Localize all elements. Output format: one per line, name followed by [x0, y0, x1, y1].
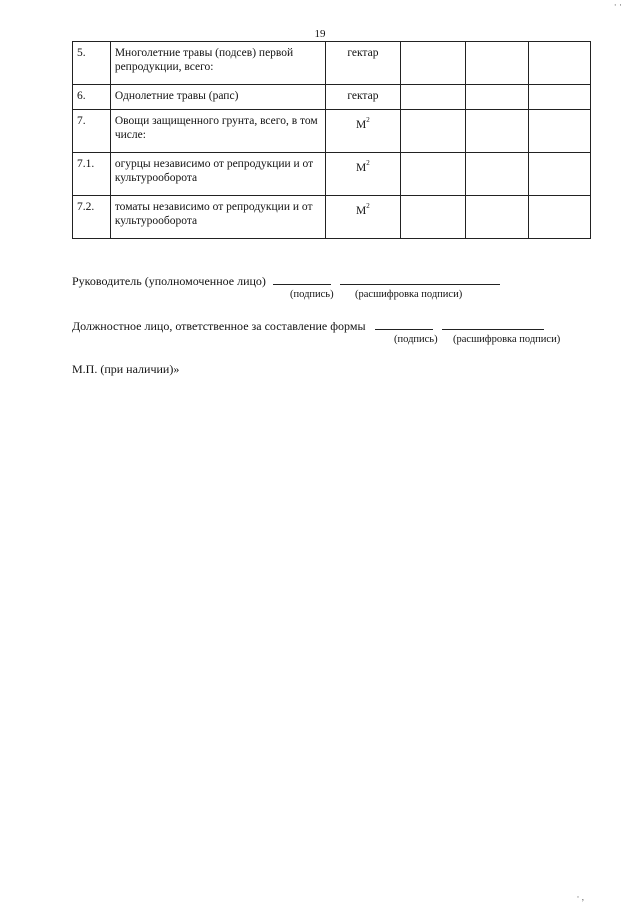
value-cell[interactable] — [465, 110, 528, 153]
scan-mark-top: · · — [613, 0, 622, 10]
value-cell[interactable] — [529, 153, 591, 196]
row-number: 6. — [73, 85, 111, 110]
head-decode-line[interactable] — [340, 273, 500, 285]
table-row — [73, 153, 591, 196]
row-name: огурцы независимо от репродукции и от культурооборота — [110, 153, 325, 196]
value-cell[interactable] — [529, 110, 591, 153]
page-number: 19 — [314, 28, 326, 40]
row-name: Овощи защищенного грунта, всего, в том числе: — [110, 110, 325, 153]
official-decode-caption: (расшифровка подписи) — [453, 334, 561, 345]
value-cell[interactable] — [529, 42, 591, 85]
row-number: 7.2. — [73, 196, 111, 239]
row-number: 5. — [73, 42, 111, 85]
value-cell[interactable] — [400, 196, 465, 239]
crops-table — [72, 41, 591, 239]
head-signature-row — [72, 273, 500, 289]
head-signature-line[interactable] — [273, 273, 331, 285]
value-cell[interactable] — [465, 153, 528, 196]
row-name: Однолетние травы (рапс) — [110, 85, 325, 110]
value-cell[interactable] — [465, 196, 528, 239]
value-cell[interactable] — [529, 85, 591, 110]
unit-superscript: 2 — [366, 116, 370, 124]
table-row — [73, 42, 591, 85]
table-row — [73, 196, 591, 239]
unit-superscript: 2 — [366, 202, 370, 210]
table-row — [73, 85, 591, 110]
row-name: томаты независимо от репродукции и от культурооборота — [110, 196, 325, 239]
row-unit — [326, 153, 400, 196]
value-cell[interactable] — [465, 85, 528, 110]
official-sign-caption: (подпись) — [394, 334, 438, 345]
unit-base: М — [356, 204, 367, 217]
value-cell[interactable] — [465, 42, 528, 85]
head-decode-caption: (расшифровка подписи) — [355, 289, 463, 300]
official-decode-line[interactable] — [442, 318, 544, 330]
row-unit: гектар — [326, 85, 400, 110]
row-unit: гектар — [326, 42, 400, 85]
scan-mark-bottom: · , — [576, 892, 584, 902]
row-number: 7. — [73, 110, 111, 153]
row-unit — [326, 110, 400, 153]
unit-base: М — [356, 161, 367, 174]
row-name: Многолетние травы (подсев) первой репродукции, всего: — [110, 42, 325, 85]
stamp-label: М.П. (при наличии)» — [72, 362, 180, 376]
unit-superscript: 2 — [366, 159, 370, 167]
value-cell[interactable] — [400, 42, 465, 85]
value-cell[interactable] — [400, 153, 465, 196]
head-sign-caption: (подпись) — [290, 289, 334, 300]
official-signature-label: Должностное лицо, ответственное за составление формы — [72, 319, 366, 333]
row-unit — [326, 196, 400, 239]
unit-base: М — [356, 118, 367, 131]
value-cell[interactable] — [400, 85, 465, 110]
table-row — [73, 110, 591, 153]
head-signature-label: Руководитель (уполномоченное лицо) — [72, 274, 266, 288]
official-signature-line[interactable] — [375, 318, 433, 330]
official-signature-row — [72, 318, 544, 334]
value-cell[interactable] — [400, 110, 465, 153]
value-cell[interactable] — [529, 196, 591, 239]
row-number: 7.1. — [73, 153, 111, 196]
